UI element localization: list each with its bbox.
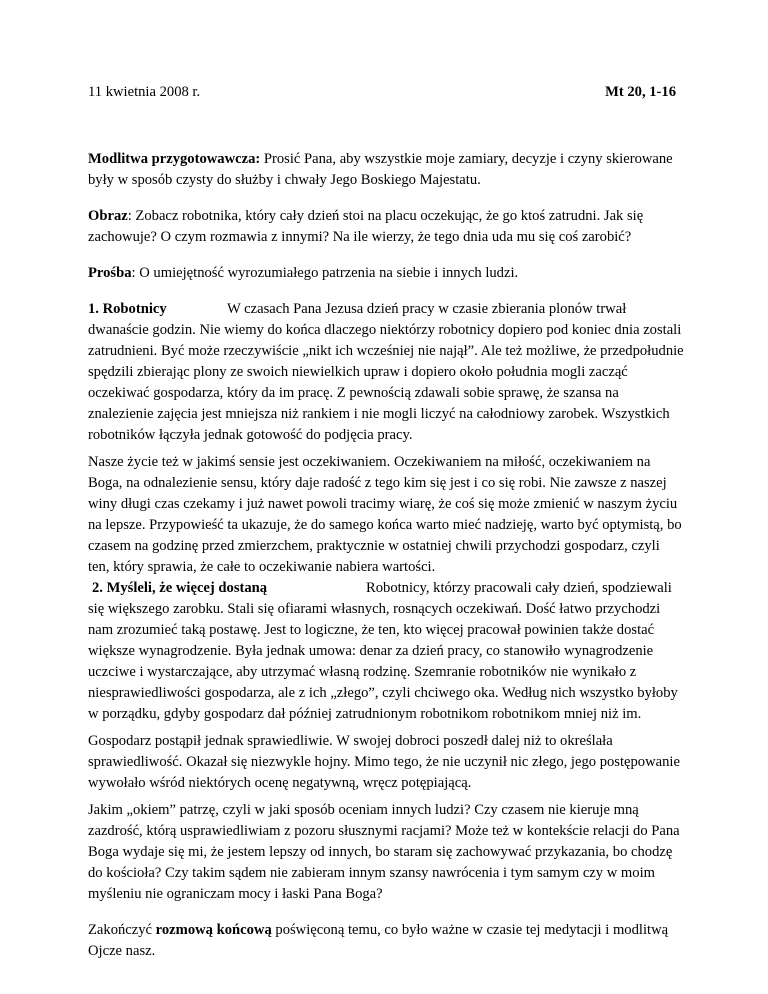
image-text: : Zobacz robotnika, który cały dzień stoi na placu oczekując, że go ktoś zatrudni. Jak się zachowuje? O czym rozmawia z innymi? Na ile wierzy, że tego dnia uda mu się coś zarobić? — [88, 208, 644, 245]
image-label: Obraz — [88, 208, 128, 224]
closing-bold: rozmową końcową — [155, 922, 272, 938]
date-text: 11 kwietnia 2008 r. — [88, 84, 201, 100]
section2-heading: 2. Myśleli, że więcej dostaną — [92, 580, 268, 596]
closing-before: Zakończyć — [88, 922, 156, 938]
preparatory-prayer-label: Modlitwa przygotowawcza: — [88, 151, 261, 167]
section2-para1-text: Robotnicy, którzy pracowali cały dzień, spodziewali się większego zarobku. Stali się ofiarami własnych, rosnących oczekiwań. Dość łatwo przychodzi nam zrozumieć taką postawę. Jest to logiczne, że ten, kto więcej pracował powinien także dostać większe wynagrodzenie. Była jednak umowa: denar za dzień pracy, co stanowiło wynagrodzenie uczciwe i wystarczające, aby utrzymać własną rodzinę. Szemranie robotników nie wynikało z niesprawiedliwości gospodarza, ale z ich „złego”, czyli chciwego oka. Według nich wszystko byłoby w porządku, gdyby gospodarz dał później zatrudnionym robotnikom robotnikom mniej niż im. — [88, 580, 678, 722]
preparatory-prayer-text: Prosić Pana, aby wszystkie moje zamiary, decyzje i czyny skierowane były w sposób czysty do służby i chwały Jego Boskiego Majestatu. — [88, 151, 673, 188]
section1-para2-text: Nasze życie też w jakimś sensie jest oczekiwaniem. Oczekiwaniem na miłość, oczekiwaniem na Boga, na odnalezienie sensu, który daje radość z tego kim się jest i co się robi. Nie zawsze z naszej winy długi czas czekamy i już nawet powoli tracimy wiarę, że coś się może zmienić w naszym życiu na lepsze. Przypowieść ta ukazuje, że do samego końca warto mieć nadzieję, warto być optymistą, bo czasem na godzinę przed zmierzchem, praktycznie w ostatniej chwili przychodzi gospodarz, czyli ten, który sprawia, że całe to oczekiwanie nabiera wartości. — [88, 454, 682, 575]
request-text: : O umiejętność wyrozumiałego patrzenia na siebie i innych ludzi. — [131, 265, 519, 281]
document-page — [88, 82, 684, 962]
closing-after: poświęconą temu, co było ważne w czasie tej medytacji i modlitwą Ojcze nasz. — [88, 922, 669, 959]
section1-paragraph1 — [88, 299, 684, 446]
section2-para3-text: Jakim „okiem” patrzę, czyli w jaki sposób oceniam innych ludzi? Czy czasem nie kieruje mną zazdrość, którą usprawiedliwiam z pozoru słusznymi racjami? Może też w kontekście relacji do Pana Boga wydaje się mi, że jestem lepszy od innych, bo staram się zachowywać przykazania, bo chodzę do kościoła? Czy takim sądem nie zabieram innym szansy nawrócenia i tym samym czy w moim myśleniu nie ograniczam mocy i łaski Pana Boga? — [88, 802, 680, 902]
section1-heading: 1. Robotnicy — [88, 301, 167, 317]
section2-para2-text: Gospodarz postąpił jednak sprawiedliwie. W swojej dobroci poszedł dalej niż to określała sprawiedliwość. Okazał się niezwykle hojny. Mimo tego, że nie uczynił nic złego, jego postępowanie wywołało wśród niektórych ocenę negatywną, wręcz potępiającą. — [88, 733, 680, 791]
request-paragraph — [88, 263, 684, 284]
image-paragraph — [88, 206, 684, 248]
document-header — [88, 82, 676, 103]
closing-paragraph — [88, 920, 684, 962]
section1-para1-text: W czasach Pana Jezusa dzień pracy w czasie zbierania plonów trwał dwanaście godzin. Nie wiemy do końca dlaczego niektórzy robotnicy dopiero pod koniec dnia zostali zatrudnieni. Być może rzeczywiście „nikt ich wcześniej nie najął”. Ale też możliwe, że przedpołudnie spędzili zbierając plony ze swoich niewielkich upraw i dopiero około południa mogli zacząć oczekiwać gospodarza, który da im pracę. Z pewnością zdawali sobie sprawę, że szansa na znalezienie zajęcia jest mniejsza niż rankiem i nie mogli liczyć na całodniowy zarobek. Wszystkich robotników łączyła jednak gotowość do podjęcia pracy. — [88, 301, 684, 443]
section2-paragraph3 — [88, 800, 684, 905]
request-label: Prośba — [88, 265, 132, 281]
scripture-reference: Mt 20, 1-16 — [605, 84, 676, 100]
section2-paragraph2 — [88, 731, 684, 794]
section2-paragraph1 — [88, 578, 684, 725]
section1-paragraph2 — [88, 452, 684, 578]
preparatory-prayer — [88, 149, 684, 191]
